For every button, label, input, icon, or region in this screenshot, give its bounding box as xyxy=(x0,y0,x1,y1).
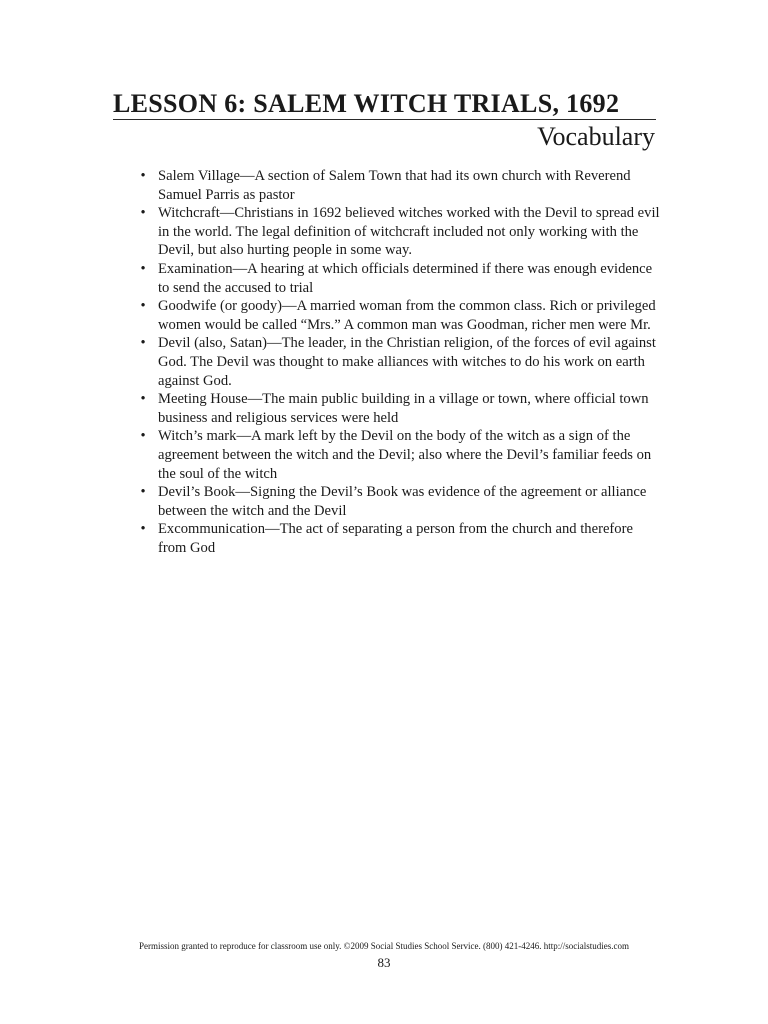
vocabulary-item xyxy=(140,334,663,390)
vocabulary-item-text: Salem Village—A section of Salem Town that had its own church with Reverend Samuel Parris as pastor xyxy=(158,168,631,203)
vocabulary-item-text: Meeting House—The main public building in a village or town, where official town business and religious services were held xyxy=(158,391,649,426)
bullet-icon: • xyxy=(140,168,146,184)
bullet-icon: • xyxy=(140,391,146,408)
vocabulary-item xyxy=(140,167,663,204)
vocabulary-item-text: Devil’s Book—Signing the Devil’s Book was evidence of the agreement or alliance between the witch and the Devil xyxy=(158,484,647,519)
vocabulary-item-text: Witch’s mark—A mark left by the Devil on the body of the witch as a sign of the agreement between the witch and the Devil; also where the Devil’s familiar feeds on the soul of the witch xyxy=(158,428,652,482)
bullet-icon: • xyxy=(140,298,146,315)
section-heading: Vocabulary xyxy=(537,122,655,151)
vocabulary-item-text: Examination—A hearing at which officials determined if there was enough evidence to send the accused to trial xyxy=(158,260,653,296)
vocabulary-item xyxy=(140,204,663,260)
vocabulary-item xyxy=(140,427,663,483)
vocabulary-item xyxy=(140,260,663,297)
vocabulary-item-text: Excommunication—The act of separating a person from the church and therefore from God xyxy=(158,521,633,556)
bullet-icon: • xyxy=(140,484,146,501)
vocabulary-item-text: Witchcraft—Christians in 1692 believed witches worked with the Devil to spread evil in the world. The legal definition of witchcraft included not only working with the Devil, but also hurting people in some way. xyxy=(158,205,660,259)
bullet-icon: • xyxy=(140,428,146,445)
page-number: 83 xyxy=(377,955,391,970)
bullet-icon: • xyxy=(140,521,146,538)
vocabulary-item-text: Goodwife (or goody)—A married woman from the common class. Rich or privileged women would be called “Mrs.” A common man was Goodman, richer men were Mr. xyxy=(158,298,656,333)
bullet-icon: • xyxy=(140,260,146,277)
vocabulary-item-text: Devil (also, Satan)—The leader, in the Christian religion, of the forces of evil against God. The Devil was thought to make alliances with witches to do his work on earth against God. xyxy=(158,335,656,389)
vocabulary-item xyxy=(140,390,663,427)
vocabulary-item xyxy=(140,297,663,334)
page-title: LESSON 6: SALEM WITCH TRIALS, 1692 xyxy=(113,89,620,118)
bullet-icon: • xyxy=(140,335,146,352)
vocabulary-item xyxy=(140,483,663,520)
vocabulary-list xyxy=(140,167,663,557)
footer-permission: Permission granted to reproduce for classroom use only. ©2009 Social Studies School Service. (800) 421-4246. http://socialstudies.com xyxy=(139,941,629,951)
vocabulary-item xyxy=(140,520,663,557)
bullet-icon: • xyxy=(140,205,146,222)
